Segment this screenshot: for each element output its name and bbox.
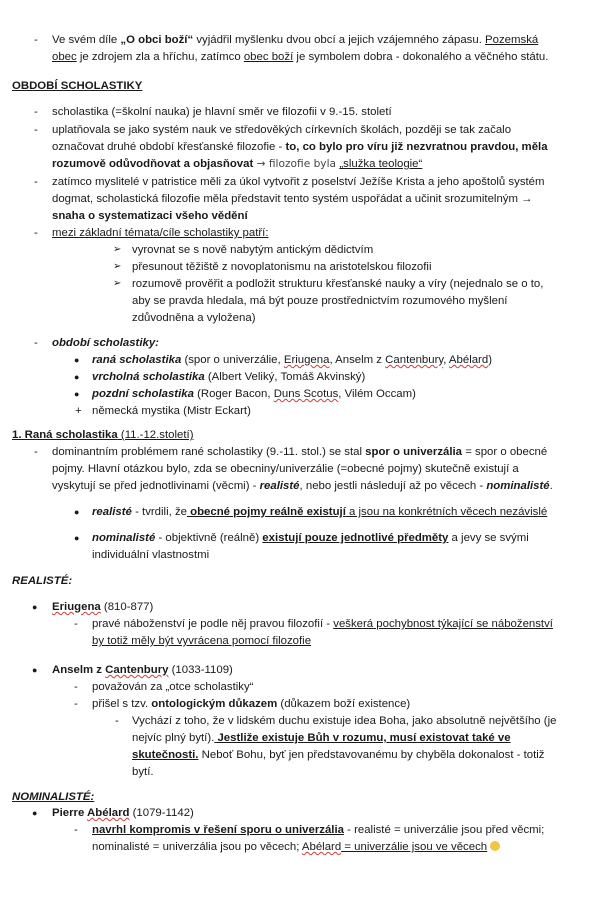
text-line: individuální vlastnostmi xyxy=(92,549,210,561)
text-line: by totiž měly být vyvrácena pomocí filozofie xyxy=(92,635,312,647)
text-line: období scholastiky: xyxy=(52,337,159,349)
dash-marker: - xyxy=(34,106,38,118)
bullet-icon: ● xyxy=(32,602,38,612)
bullet-icon: ● xyxy=(74,389,80,399)
bullet-icon: ● xyxy=(32,665,38,675)
text-line: Pierre Abélard (1079-1142) xyxy=(52,807,194,819)
arrow-bullet-icon: ➢ xyxy=(113,261,122,272)
text-line: přesunout těžiště z novoplatonismu na aristotelskou filozofii xyxy=(132,261,432,273)
section-heading-scholastika: OBDOBÍ SCHOLASTIKY xyxy=(12,80,143,92)
text-line: bytí. xyxy=(132,766,154,778)
text-line: pozdní scholastika (Roger Bacon, Duns Scotus, Vilém Occam) xyxy=(92,388,416,400)
text-line: snaha o systematizaci všeho vědění xyxy=(52,210,248,222)
text-line: vrcholná scholastika (Albert Veliký, Tomáš Akvinský) xyxy=(92,371,366,383)
dash-marker: - xyxy=(74,681,78,693)
bullet-icon: ● xyxy=(74,533,80,543)
text-line: Anselm z Cantenbury (1033-1109) xyxy=(52,664,233,676)
text-line: Eriugena (810-877) xyxy=(52,601,154,613)
bullet-icon: ● xyxy=(74,507,80,517)
dash-marker: - xyxy=(34,337,38,349)
subsection-heading-rana: 1. Raná scholastika (11.-12.století) xyxy=(12,429,194,441)
text-line: skutečnosti. Neboť Bohu, byť jen představovanému by chyběla dokonalost - totiž xyxy=(132,749,545,761)
text-line: realisté - tvrdili, že obecné pojmy reálně existují a jsou na konkrétních věcech nezávislé xyxy=(92,506,548,518)
dash-marker: - xyxy=(115,715,119,727)
plus-marker: + xyxy=(75,405,82,417)
bullet-icon: ● xyxy=(74,372,80,382)
dash-marker: - xyxy=(34,34,38,46)
text-line: uplatňovala se jako systém nauk ve středověkých církevních školách, později se tak začalo xyxy=(52,124,512,136)
text-line: obec je zdrojem zla a hříchu, zatímco obec boží je symbolem dobra - dokonalého a věčného státu. xyxy=(52,51,549,63)
text-line: přišel s tzv. ontologickým důkazem (důkazem boží existence) xyxy=(92,698,411,710)
text-line: považován za „otce scholastiky“ xyxy=(92,681,254,693)
dash-marker: - xyxy=(74,618,78,630)
text-line: nominalisté = univerzália jsou po věcech; Abélard = univerzálie jsou ve věcech xyxy=(92,840,500,854)
dash-marker: - xyxy=(74,824,78,836)
dash-marker: - xyxy=(34,446,38,458)
section-heading-realiste: REALISTÉ: xyxy=(12,575,73,587)
section-heading-nominaliste: NOMINALISTÉ: xyxy=(12,791,95,803)
text-line: zdůvodněna a vyložena) xyxy=(132,312,256,324)
text-line: vyskytují se před jednotlivinami (věcmi) - realisté, nebo jestli následují až po věcech - nominalisté. xyxy=(52,480,553,492)
text-line: vyrovnat se s nově nabytým antickým dědictvím xyxy=(132,244,374,256)
text-line: Ve svém díle „O obci boží“ vyjádřil myšlenku dvou obcí a jejich vzájemného zápasu. Pozemská xyxy=(52,34,539,46)
text-line: dogmat, scholastická filozofie měla představit tento systém uspořádat a učinit srozumitelným → xyxy=(52,193,533,205)
text-line: mezi základní témata/cíle scholastiky patří: xyxy=(52,227,269,239)
dash-marker: - xyxy=(34,124,38,136)
text-line: označovat druhé období křesťanské filozofie - to, co bylo pro víru již nezvratnou pravdou, měla xyxy=(52,141,548,153)
bullet-icon: ● xyxy=(74,355,80,365)
text-line: německá mystika (Mistr Eckart) xyxy=(92,405,251,417)
text-line: navrhl kompromis v řešení sporu o univerzália - realisté = univerzálie jsou před věcmi; xyxy=(92,824,545,836)
text-line: raná scholastika (spor o univerzálie, Eriugena, Anselm z Cantenbury, Abélard) xyxy=(92,354,492,366)
text-line: pojmy. Hlavní otázkou bylo, zda se obecniny/univerzálie (=obecné pojmy) skutečně existují a xyxy=(52,463,519,475)
dash-marker: - xyxy=(74,698,78,710)
dash-marker: - xyxy=(34,227,38,239)
text-line: Vychází z toho, že v lidském duchu existuje idea Boha, jako absolutně největšího (je xyxy=(132,715,557,727)
text-line: rozumově odůvodňovat a objasňovat → filozofie byla „služka teologie“ xyxy=(52,158,423,170)
text-line: rozumově prověřit a podložit strukturu křesťanské nauky a víry (nejednalo se o to, xyxy=(132,278,544,290)
text-line: pravé náboženství je podle něj pravou filozofií - veškerá pochybnost týkající se náboženství xyxy=(92,618,553,630)
text-line: aby se pravda hledala, má být pouze prostřednictvím rozumového myšlení xyxy=(132,295,508,307)
arrow-bullet-icon: ➢ xyxy=(113,278,122,289)
text-line: dominantním problémem rané scholastiky (9.-11. stol.) se stal spor o univerzália = spor o obecné xyxy=(52,446,548,458)
text-line: nejvíc plný bytí). Jestliže existuje Bůh v rozumu, musí existovat také ve xyxy=(132,732,511,744)
text-line: nominalisté - objektivně (reálně) existují pouze jednotlivé předměty a jevy se svými xyxy=(92,532,529,544)
text-line: scholastika (=školní nauka) je hlavní směr ve filozofii v 9.-15. století xyxy=(52,106,392,118)
dash-marker: - xyxy=(34,176,38,188)
text-line: zatímco myslitelé v patristice měli za úkol vytvořit z poselství Ježíše Krista a jeho apoštolů systém xyxy=(52,176,545,188)
arrow-bullet-icon: ➢ xyxy=(113,244,122,255)
smiley-emoji-icon xyxy=(490,841,500,851)
bullet-icon: ● xyxy=(32,808,38,818)
